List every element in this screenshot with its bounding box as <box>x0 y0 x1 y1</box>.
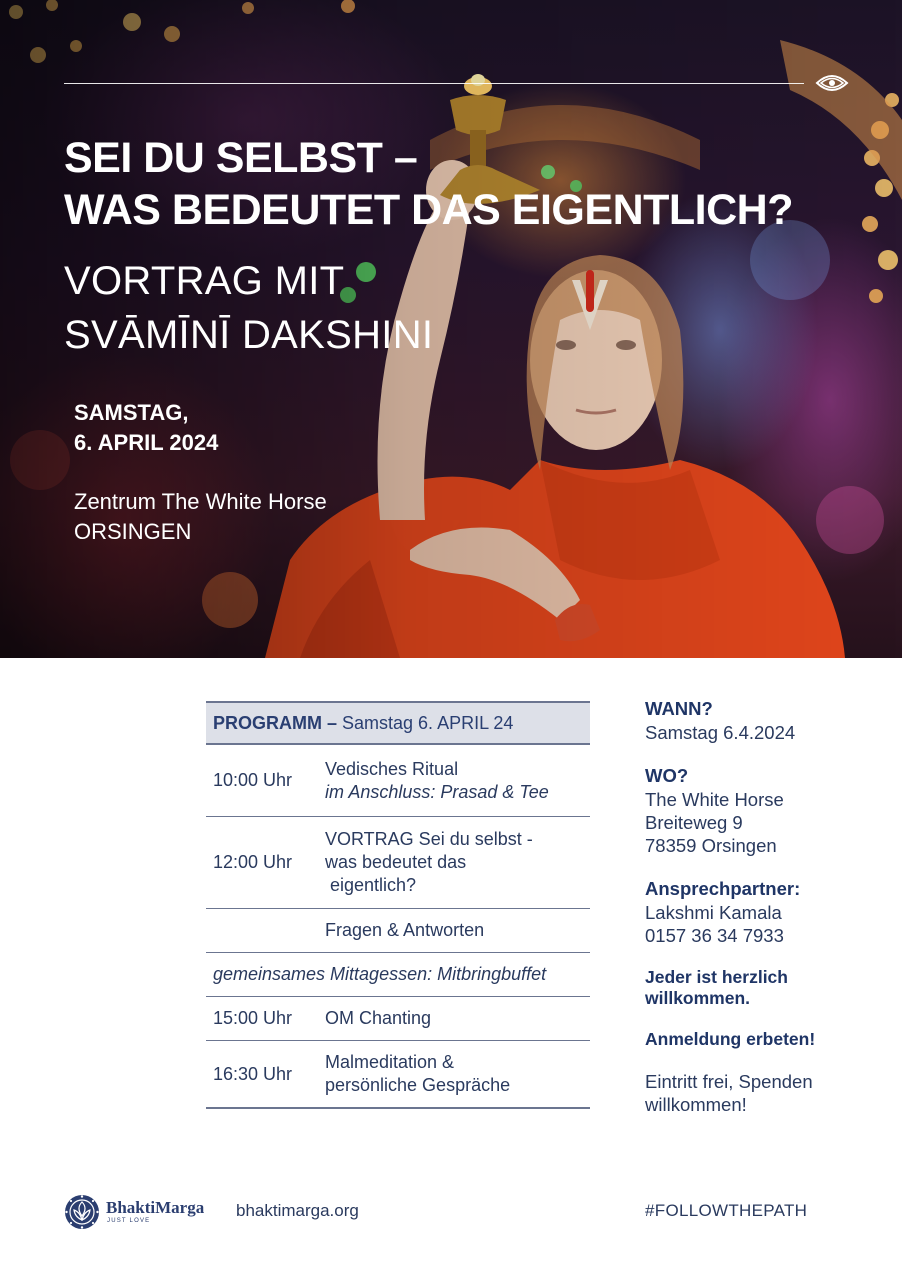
event-date-line-1: SAMSTAG, <box>74 400 189 425</box>
row-description-line: eigentlich? <box>325 875 417 895</box>
table-row <box>206 817 590 909</box>
top-divider-line <box>64 83 804 84</box>
contact-phone: 0157 36 34 7933 <box>645 925 784 946</box>
program-table <box>206 701 590 1109</box>
row-description <box>325 758 549 804</box>
event-subtitle-line-1: VORTRAG MIT <box>64 259 345 303</box>
event-title-line-1: SEI DU SELBST – <box>64 134 418 182</box>
row-full-width-note: gemeinsames Mittagessen: Mitbringbuffet <box>213 964 547 984</box>
event-title-line-2: WAS BEDEUTET DAS EIGENTLICH? <box>64 186 793 234</box>
row-time: 10:00 Uhr <box>213 770 293 790</box>
row-description-line: Vedisches Ritual <box>325 758 459 779</box>
bhaktimarga-logo <box>64 1194 204 1230</box>
brand-tagline: JUST LOVE <box>107 1218 151 1224</box>
welcome-line: Jeder ist herzlich <box>645 967 788 987</box>
lotus-emblem-icon <box>64 1194 100 1230</box>
table-row <box>206 1041 590 1109</box>
event-date-line-2: 6. APRIL 2024 <box>74 430 219 455</box>
contact-section <box>645 877 885 947</box>
when-label: WANN? <box>645 698 713 719</box>
event-subtitle <box>64 254 433 362</box>
row-description <box>325 828 533 897</box>
where-label: WO? <box>645 765 689 786</box>
entry-line: willkommen! <box>645 1094 747 1115</box>
row-description-line: Malmeditation & <box>325 1052 455 1072</box>
where-address <box>645 788 885 857</box>
event-subtitle-line-2: SVĀMĪNĪ DAKSHINI <box>64 313 434 357</box>
registration-note: Anmeldung erbeten! <box>645 1029 816 1049</box>
row-time: 16:30 Uhr <box>213 1063 293 1084</box>
when-section <box>645 697 885 744</box>
contact-details <box>645 901 885 947</box>
address-line: The White Horse <box>645 789 784 810</box>
row-description-line: VORTRAG Sei du selbst - <box>325 829 533 849</box>
event-date <box>74 398 218 458</box>
program-header-separator: – <box>327 712 338 733</box>
row-description-line: OM Chanting <box>325 1008 432 1028</box>
contact-name: Lakshmi Kamala <box>645 902 782 923</box>
table-row <box>206 997 590 1041</box>
event-title <box>64 132 793 236</box>
table-row <box>206 745 590 817</box>
row-time: 15:00 Uhr <box>213 1008 293 1028</box>
brand-text <box>106 1199 204 1225</box>
event-location-line-1: Zentrum The White Horse <box>74 489 327 514</box>
row-description <box>325 1007 431 1030</box>
row-description-line: persönliche Gespräche <box>325 1075 511 1095</box>
brand-name: BhaktiMarga <box>106 1198 205 1217</box>
eye-icon <box>815 70 849 96</box>
hashtag-text: #FOLLOWTHEPATH <box>645 1201 808 1220</box>
welcome-line: willkommen. <box>645 988 751 1008</box>
row-description-note: im Anschluss: Prasad & Tee <box>325 781 549 802</box>
program-table-header <box>206 701 590 745</box>
row-description <box>325 1051 510 1097</box>
row-time: 12:00 Uhr <box>213 852 293 872</box>
address-line: Breiteweg 9 <box>645 812 743 833</box>
program-header-date: Samstag 6. APRIL 24 <box>342 712 514 733</box>
where-section <box>645 764 885 857</box>
address-line: 78359 Orsingen <box>645 835 777 856</box>
row-description-line: Fragen & Antworten <box>325 920 485 940</box>
event-info-panel <box>645 697 885 1116</box>
table-row <box>206 909 590 953</box>
entry-line: Eintritt frei, Spenden <box>645 1071 813 1092</box>
event-location-line-2: ORSINGEN <box>74 519 192 544</box>
row-description-line: was bedeutet das <box>325 852 467 872</box>
row-description <box>325 919 484 942</box>
program-header-title: PROGRAMM <box>213 712 322 733</box>
table-row <box>206 953 590 997</box>
website-link[interactable]: bhaktimarga.org <box>236 1201 359 1220</box>
event-location <box>74 487 327 547</box>
contact-label: Ansprechpartner: <box>645 878 801 899</box>
entry-note <box>645 1070 885 1116</box>
welcome-note <box>645 967 885 1009</box>
when-value: Samstag 6.4.2024 <box>645 722 796 743</box>
